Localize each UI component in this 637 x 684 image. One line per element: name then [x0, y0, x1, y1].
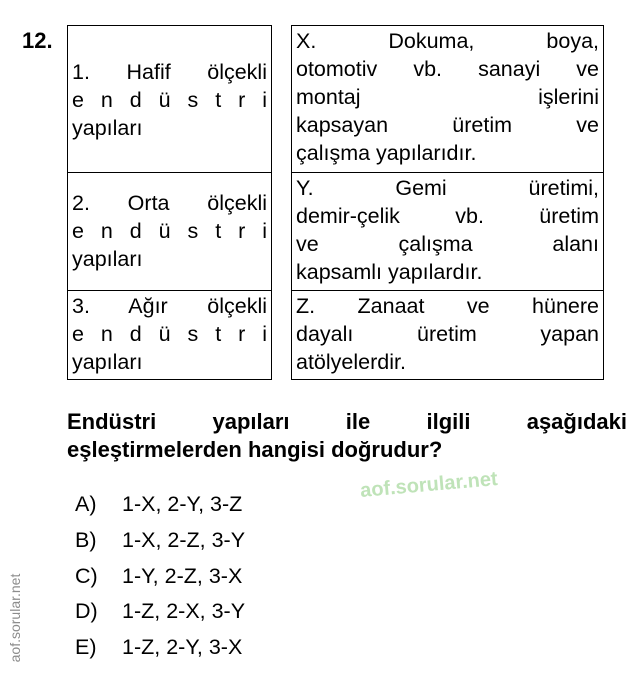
left-item-3 [68, 291, 271, 379]
line: otomotiv vb. sanayi ve [296, 57, 599, 81]
option-letter: B) [75, 528, 97, 552]
right-item-x [292, 26, 603, 173]
question-stem [67, 408, 627, 464]
line: kapsamlı yapılardır. [296, 260, 483, 284]
right-table [291, 25, 604, 380]
option-letter: E) [75, 635, 97, 659]
line: yapıları [72, 350, 143, 374]
option-letter: D) [75, 599, 98, 623]
option-e[interactable] [75, 635, 242, 660]
option-d[interactable] [75, 599, 245, 624]
right-item-y [292, 173, 603, 291]
line: çalışma yapılarıdır. [296, 141, 477, 165]
right-item-z [292, 291, 603, 379]
line: Y. Gemi üretimi, [296, 176, 599, 200]
question-number: 12. [22, 28, 53, 53]
left-item-1 [68, 26, 271, 173]
question-line: eşleştirmelerden hangisi doğrudur? [67, 437, 443, 462]
line: 1. Hafif ölçekli [72, 60, 267, 84]
line: montaj işlerini [296, 85, 599, 109]
line: yapıları [72, 247, 143, 271]
question-line: Endüstri yapıları ile ilgili aşağıdaki [67, 409, 627, 434]
option-c[interactable] [75, 564, 242, 589]
option-text: 1-Y, 2-Z, 3-X [122, 564, 243, 588]
option-b[interactable] [75, 528, 245, 553]
line: ve çalışma alanı [296, 232, 599, 256]
option-letter: C) [75, 564, 98, 588]
line: e n d ü s t r i [72, 219, 267, 243]
line: Z. Zanaat ve hünere [296, 294, 599, 318]
line: atölyelerdir. [296, 350, 406, 374]
left-table [67, 25, 272, 380]
left-item-2 [68, 173, 271, 291]
line: e n d ü s t r i [72, 88, 267, 112]
option-text: 1-X, 2-Z, 3-Y [122, 528, 246, 552]
option-text: 1-Z, 2-X, 3-Y [122, 599, 246, 623]
option-letter: A) [75, 492, 97, 516]
line: kapsayan üretim ve [296, 113, 599, 137]
line: e n d ü s t r i [72, 322, 267, 346]
line: yapıları [72, 116, 143, 140]
side-watermark: aof.sorular.net [7, 573, 23, 663]
line: X. Dokuma, boya, [296, 29, 599, 53]
line: demir-çelik vb. üretim [296, 204, 599, 228]
line: 2. Orta ölçekli [72, 191, 267, 215]
option-text: 1-X, 2-Y, 3-Z [122, 492, 243, 516]
line: 3. Ağır ölçekli [72, 294, 267, 318]
option-a[interactable] [75, 492, 242, 517]
option-text: 1-Z, 2-Y, 3-X [122, 635, 243, 659]
watermark: aof.sorular.net [359, 468, 499, 502]
line: dayalı üretim yapan [296, 322, 599, 346]
